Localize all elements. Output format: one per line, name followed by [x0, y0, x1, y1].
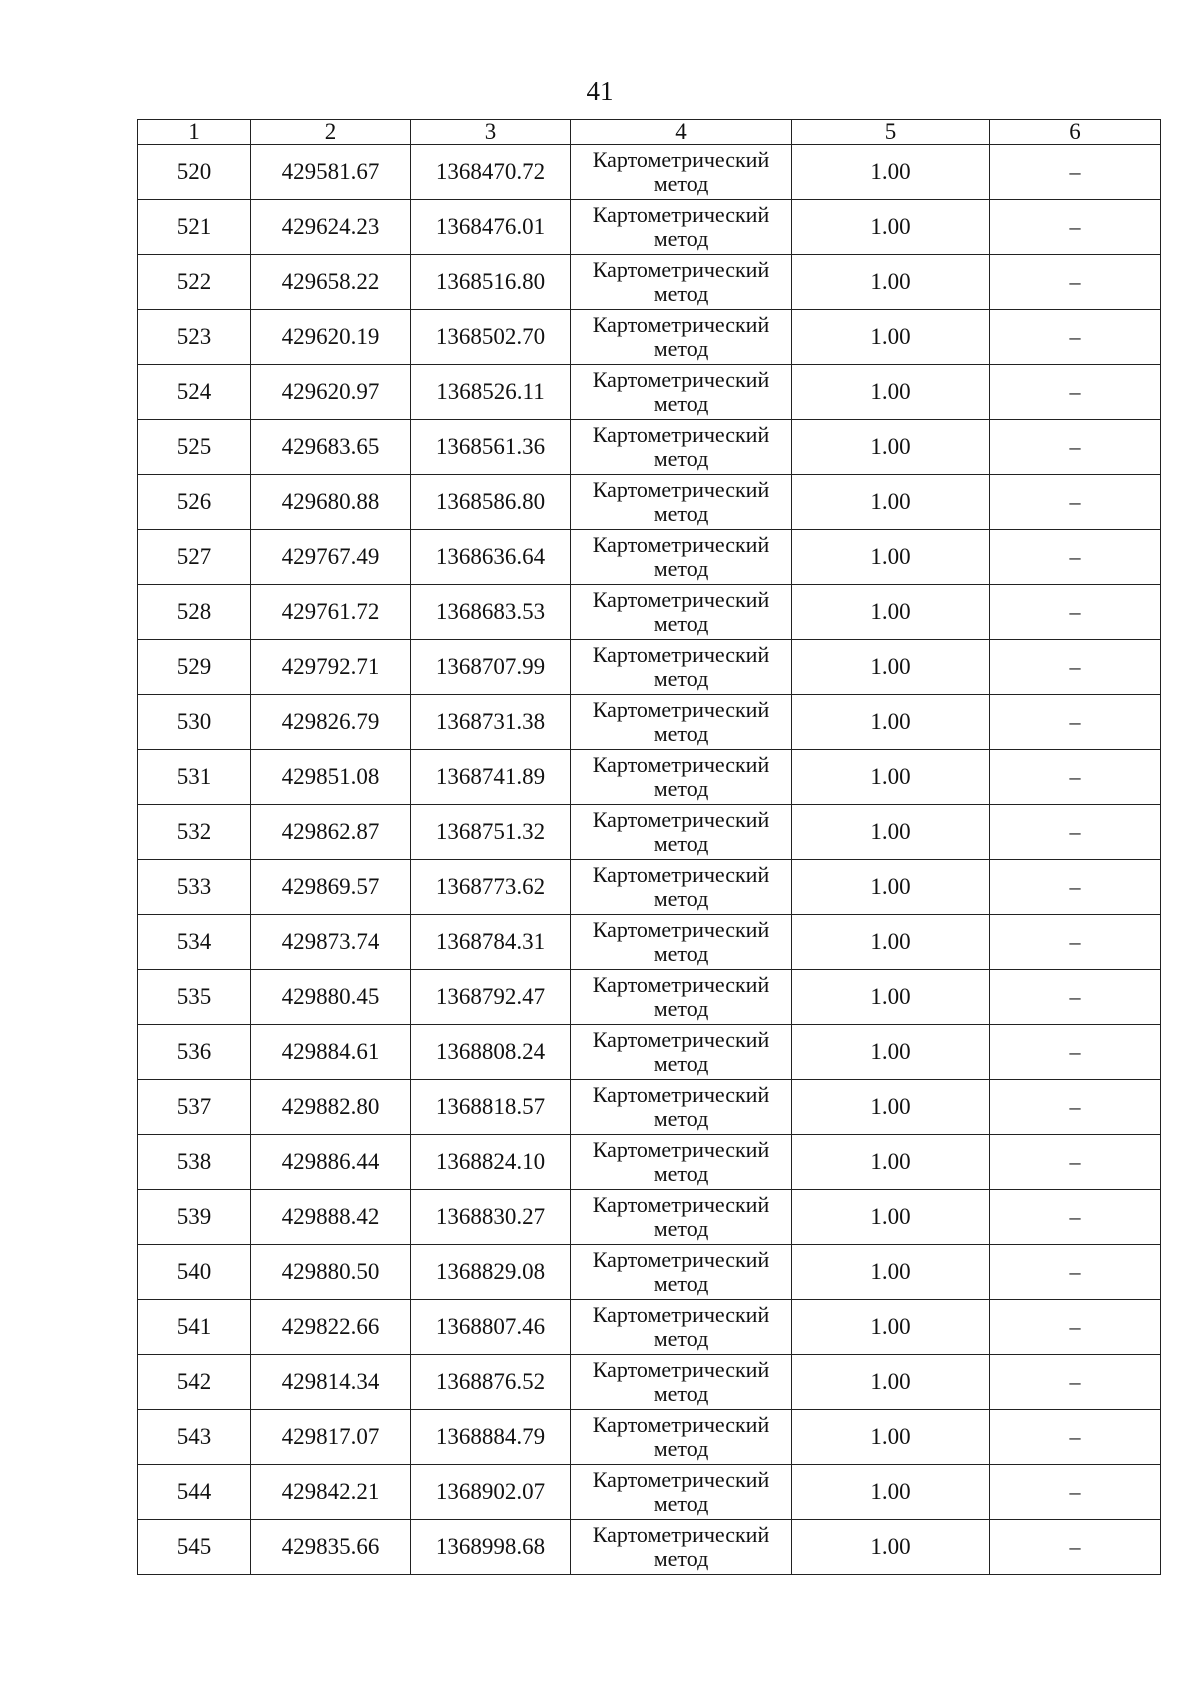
note-cell: – — [990, 750, 1161, 805]
point-number-cell: 527 — [138, 530, 251, 585]
y-coordinate-cell: 1368884.79 — [411, 1410, 571, 1465]
note-cell: – — [990, 1410, 1161, 1465]
table-row — [138, 915, 1161, 970]
method-cell — [571, 310, 792, 365]
accuracy-cell: 1.00 — [792, 915, 990, 970]
point-number-cell: 539 — [138, 1190, 251, 1245]
note-cell: – — [990, 970, 1161, 1025]
note-cell: – — [990, 695, 1161, 750]
page-number: 41 — [586, 76, 614, 106]
method-line-2: метод — [653, 721, 709, 746]
table-row — [138, 1135, 1161, 1190]
x-coordinate-cell: 429817.07 — [251, 1410, 411, 1465]
method-line-1: Картометрический — [592, 1412, 770, 1437]
note-cell: – — [990, 255, 1161, 310]
table-row — [138, 1245, 1161, 1300]
point-number-cell: 543 — [138, 1410, 251, 1465]
y-coordinate-cell: 1368830.27 — [411, 1190, 571, 1245]
accuracy-cell: 1.00 — [792, 1080, 990, 1135]
y-coordinate-cell: 1368741.89 — [411, 750, 571, 805]
method-line-2: метод — [653, 391, 709, 416]
method-line-2: метод — [653, 666, 709, 691]
method-line-1: Картометрический — [592, 202, 770, 227]
x-coordinate-cell: 429869.57 — [251, 860, 411, 915]
column-header-1: 1 — [138, 120, 251, 145]
method-line-2: метод — [653, 1161, 709, 1186]
y-coordinate-cell: 1368636.64 — [411, 530, 571, 585]
method-line-2: метод — [653, 556, 709, 581]
point-number-cell: 524 — [138, 365, 251, 420]
method-cell — [571, 1410, 792, 1465]
x-coordinate-cell: 429680.88 — [251, 475, 411, 530]
point-number-cell: 533 — [138, 860, 251, 915]
point-number-cell: 538 — [138, 1135, 251, 1190]
accuracy-cell: 1.00 — [792, 750, 990, 805]
method-line-1: Картометрический — [592, 1192, 770, 1217]
method-line-2: метод — [653, 611, 709, 636]
table-row — [138, 1410, 1161, 1465]
note-cell: – — [990, 1520, 1161, 1575]
x-coordinate-cell: 429792.71 — [251, 640, 411, 695]
accuracy-cell: 1.00 — [792, 1355, 990, 1410]
method-cell — [571, 1355, 792, 1410]
y-coordinate-cell: 1368824.10 — [411, 1135, 571, 1190]
x-coordinate-cell: 429835.66 — [251, 1520, 411, 1575]
x-coordinate-cell: 429888.42 — [251, 1190, 411, 1245]
method-line-2: метод — [653, 886, 709, 911]
table-body — [138, 145, 1161, 1575]
y-coordinate-cell: 1368502.70 — [411, 310, 571, 365]
method-line-2: метод — [653, 1546, 709, 1571]
table-row — [138, 585, 1161, 640]
table-row — [138, 365, 1161, 420]
y-coordinate-cell: 1368586.80 — [411, 475, 571, 530]
method-cell — [571, 1025, 792, 1080]
method-line-1: Картометрический — [592, 1082, 770, 1107]
method-line-2: метод — [653, 1381, 709, 1406]
table-row — [138, 1300, 1161, 1355]
table-row — [138, 805, 1161, 860]
point-number-cell: 525 — [138, 420, 251, 475]
accuracy-cell: 1.00 — [792, 365, 990, 420]
x-coordinate-cell: 429683.65 — [251, 420, 411, 475]
x-coordinate-cell: 429767.49 — [251, 530, 411, 585]
y-coordinate-cell: 1368683.53 — [411, 585, 571, 640]
method-cell — [571, 1245, 792, 1300]
accuracy-cell: 1.00 — [792, 475, 990, 530]
note-cell: – — [990, 915, 1161, 970]
point-number-cell: 522 — [138, 255, 251, 310]
method-line-1: Картометрический — [592, 1522, 770, 1547]
method-line-1: Картометрический — [592, 147, 770, 172]
table-row — [138, 860, 1161, 915]
table-row — [138, 1190, 1161, 1245]
method-line-1: Картометрический — [592, 862, 770, 887]
point-number-cell: 528 — [138, 585, 251, 640]
table-row — [138, 695, 1161, 750]
x-coordinate-cell: 429814.34 — [251, 1355, 411, 1410]
method-line-2: метод — [653, 171, 709, 196]
y-coordinate-cell: 1368818.57 — [411, 1080, 571, 1135]
table-row — [138, 145, 1161, 200]
table-row — [138, 1025, 1161, 1080]
point-number-cell: 520 — [138, 145, 251, 200]
method-cell — [571, 475, 792, 530]
method-line-1: Картометрический — [592, 477, 770, 502]
method-cell — [571, 695, 792, 750]
method-cell — [571, 1300, 792, 1355]
x-coordinate-cell: 429620.19 — [251, 310, 411, 365]
note-cell: – — [990, 530, 1161, 585]
point-number-cell: 534 — [138, 915, 251, 970]
point-number-cell: 540 — [138, 1245, 251, 1300]
point-number-cell: 526 — [138, 475, 251, 530]
method-line-1: Картометрический — [592, 752, 770, 777]
method-cell — [571, 640, 792, 695]
x-coordinate-cell: 429882.80 — [251, 1080, 411, 1135]
point-number-cell: 529 — [138, 640, 251, 695]
table-row — [138, 970, 1161, 1025]
accuracy-cell: 1.00 — [792, 585, 990, 640]
method-line-2: метод — [653, 831, 709, 856]
y-coordinate-cell: 1368470.72 — [411, 145, 571, 200]
method-line-1: Картометрический — [592, 972, 770, 997]
method-cell — [571, 1190, 792, 1245]
method-line-2: метод — [653, 1326, 709, 1351]
note-cell: – — [990, 365, 1161, 420]
accuracy-cell: 1.00 — [792, 1025, 990, 1080]
method-line-2: метод — [653, 996, 709, 1021]
x-coordinate-cell: 429822.66 — [251, 1300, 411, 1355]
x-coordinate-cell: 429886.44 — [251, 1135, 411, 1190]
method-line-2: метод — [653, 501, 709, 526]
note-cell: – — [990, 200, 1161, 255]
x-coordinate-cell: 429880.45 — [251, 970, 411, 1025]
accuracy-cell: 1.00 — [792, 860, 990, 915]
y-coordinate-cell: 1368807.46 — [411, 1300, 571, 1355]
x-coordinate-cell: 429581.67 — [251, 145, 411, 200]
method-cell — [571, 750, 792, 805]
method-line-1: Картометрический — [592, 1247, 770, 1272]
method-line-1: Картометрический — [592, 917, 770, 942]
method-cell — [571, 585, 792, 640]
point-number-cell: 537 — [138, 1080, 251, 1135]
point-number-cell: 532 — [138, 805, 251, 860]
method-line-2: метод — [653, 1271, 709, 1296]
point-number-cell: 531 — [138, 750, 251, 805]
method-line-1: Картометрический — [592, 807, 770, 832]
note-cell: – — [990, 585, 1161, 640]
table-header-row — [138, 120, 1161, 145]
method-line-1: Картометрический — [592, 1467, 770, 1492]
point-number-cell: 536 — [138, 1025, 251, 1080]
note-cell: – — [990, 1135, 1161, 1190]
method-cell — [571, 145, 792, 200]
x-coordinate-cell: 429624.23 — [251, 200, 411, 255]
method-line-1: Картометрический — [592, 422, 770, 447]
accuracy-cell: 1.00 — [792, 805, 990, 860]
accuracy-cell: 1.00 — [792, 530, 990, 585]
y-coordinate-cell: 1368516.80 — [411, 255, 571, 310]
table-row — [138, 750, 1161, 805]
x-coordinate-cell: 429658.22 — [251, 255, 411, 310]
note-cell: – — [990, 1300, 1161, 1355]
table-row — [138, 1520, 1161, 1575]
column-header-2: 2 — [251, 120, 411, 145]
y-coordinate-cell: 1368998.68 — [411, 1520, 571, 1575]
table-row — [138, 420, 1161, 475]
x-coordinate-cell: 429761.72 — [251, 585, 411, 640]
note-cell: – — [990, 1190, 1161, 1245]
accuracy-cell: 1.00 — [792, 310, 990, 365]
method-line-2: метод — [653, 281, 709, 306]
accuracy-cell: 1.00 — [792, 1410, 990, 1465]
accuracy-cell: 1.00 — [792, 1135, 990, 1190]
method-line-2: метод — [653, 1106, 709, 1131]
method-cell — [571, 860, 792, 915]
accuracy-cell: 1.00 — [792, 1245, 990, 1300]
x-coordinate-cell: 429851.08 — [251, 750, 411, 805]
y-coordinate-cell: 1368808.24 — [411, 1025, 571, 1080]
method-line-1: Картометрический — [592, 532, 770, 557]
point-number-cell: 523 — [138, 310, 251, 365]
point-number-cell: 541 — [138, 1300, 251, 1355]
method-line-1: Картометрический — [592, 312, 770, 337]
table-row — [138, 310, 1161, 365]
x-coordinate-cell: 429862.87 — [251, 805, 411, 860]
accuracy-cell: 1.00 — [792, 970, 990, 1025]
y-coordinate-cell: 1368792.47 — [411, 970, 571, 1025]
table-row — [138, 530, 1161, 585]
method-cell — [571, 915, 792, 970]
accuracy-cell: 1.00 — [792, 255, 990, 310]
method-line-1: Картометрический — [592, 642, 770, 667]
y-coordinate-cell: 1368751.32 — [411, 805, 571, 860]
x-coordinate-cell: 429842.21 — [251, 1465, 411, 1520]
x-coordinate-cell: 429826.79 — [251, 695, 411, 750]
method-cell — [571, 1080, 792, 1135]
note-cell: – — [990, 1025, 1161, 1080]
method-line-1: Картометрический — [592, 697, 770, 722]
point-number-cell: 535 — [138, 970, 251, 1025]
method-line-2: метод — [653, 1436, 709, 1461]
method-line-2: метод — [653, 336, 709, 361]
column-header-4: 4 — [571, 120, 792, 145]
x-coordinate-cell: 429880.50 — [251, 1245, 411, 1300]
method-line-2: метод — [653, 446, 709, 471]
note-cell: – — [990, 1245, 1161, 1300]
y-coordinate-cell: 1368731.38 — [411, 695, 571, 750]
method-cell — [571, 365, 792, 420]
method-line-1: Картометрический — [592, 1027, 770, 1052]
method-line-1: Картометрический — [592, 1302, 770, 1327]
accuracy-cell: 1.00 — [792, 695, 990, 750]
method-cell — [571, 805, 792, 860]
method-line-2: метод — [653, 1491, 709, 1516]
method-line-2: метод — [653, 941, 709, 966]
x-coordinate-cell: 429873.74 — [251, 915, 411, 970]
point-number-cell: 545 — [138, 1520, 251, 1575]
table-row — [138, 1080, 1161, 1135]
x-coordinate-cell: 429884.61 — [251, 1025, 411, 1080]
note-cell: – — [990, 1355, 1161, 1410]
method-cell — [571, 1520, 792, 1575]
method-line-1: Картометрический — [592, 1357, 770, 1382]
note-cell: – — [990, 640, 1161, 695]
method-cell — [571, 970, 792, 1025]
y-coordinate-cell: 1368707.99 — [411, 640, 571, 695]
method-line-1: Картометрический — [592, 587, 770, 612]
point-number-cell: 542 — [138, 1355, 251, 1410]
table-row — [138, 200, 1161, 255]
accuracy-cell: 1.00 — [792, 200, 990, 255]
accuracy-cell: 1.00 — [792, 1465, 990, 1520]
note-cell: – — [990, 420, 1161, 475]
table-row — [138, 1465, 1161, 1520]
method-cell — [571, 255, 792, 310]
method-line-1: Картометрический — [592, 257, 770, 282]
note-cell: – — [990, 1465, 1161, 1520]
table-row — [138, 1355, 1161, 1410]
accuracy-cell: 1.00 — [792, 420, 990, 475]
accuracy-cell: 1.00 — [792, 145, 990, 200]
method-line-2: метод — [653, 226, 709, 251]
column-header-5: 5 — [792, 120, 990, 145]
point-number-cell: 530 — [138, 695, 251, 750]
table-row — [138, 640, 1161, 695]
table-row — [138, 255, 1161, 310]
accuracy-cell: 1.00 — [792, 640, 990, 695]
accuracy-cell: 1.00 — [792, 1520, 990, 1575]
y-coordinate-cell: 1368526.11 — [411, 365, 571, 420]
method-cell — [571, 1465, 792, 1520]
method-cell — [571, 530, 792, 585]
note-cell: – — [990, 310, 1161, 365]
note-cell: – — [990, 145, 1161, 200]
x-coordinate-cell: 429620.97 — [251, 365, 411, 420]
column-header-6: 6 — [990, 120, 1161, 145]
method-cell — [571, 420, 792, 475]
accuracy-cell: 1.00 — [792, 1190, 990, 1245]
method-cell — [571, 200, 792, 255]
method-line-1: Картометрический — [592, 1137, 770, 1162]
y-coordinate-cell: 1368876.52 — [411, 1355, 571, 1410]
y-coordinate-cell: 1368476.01 — [411, 200, 571, 255]
method-cell — [571, 1135, 792, 1190]
y-coordinate-cell: 1368784.31 — [411, 915, 571, 970]
y-coordinate-cell: 1368561.36 — [411, 420, 571, 475]
table-row — [138, 475, 1161, 530]
coordinates-table — [137, 119, 1161, 1575]
method-line-2: метод — [653, 776, 709, 801]
method-line-1: Картометрический — [592, 367, 770, 392]
point-number-cell: 544 — [138, 1465, 251, 1520]
y-coordinate-cell: 1368773.62 — [411, 860, 571, 915]
method-line-2: метод — [653, 1051, 709, 1076]
method-line-2: метод — [653, 1216, 709, 1241]
y-coordinate-cell: 1368829.08 — [411, 1245, 571, 1300]
note-cell: – — [990, 1080, 1161, 1135]
column-header-3: 3 — [411, 120, 571, 145]
point-number-cell: 521 — [138, 200, 251, 255]
note-cell: – — [990, 860, 1161, 915]
accuracy-cell: 1.00 — [792, 1300, 990, 1355]
y-coordinate-cell: 1368902.07 — [411, 1465, 571, 1520]
note-cell: – — [990, 805, 1161, 860]
note-cell: – — [990, 475, 1161, 530]
